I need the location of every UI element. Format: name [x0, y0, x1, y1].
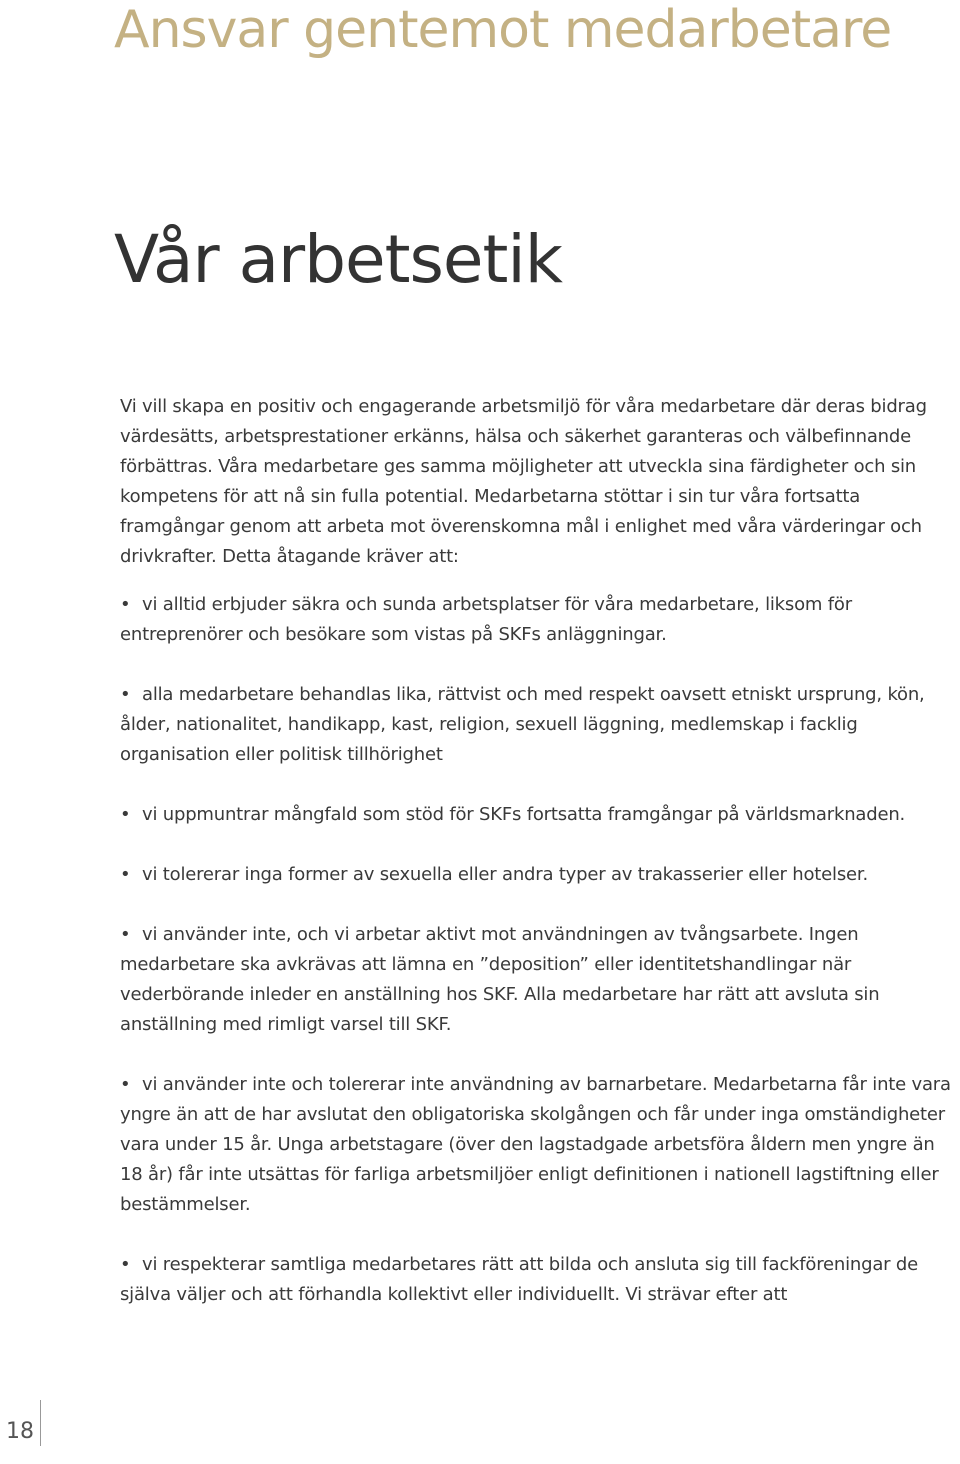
bullet-icon: • — [120, 684, 131, 705]
bullet-icon: • — [120, 1074, 131, 1095]
page-number: 18 — [0, 1400, 41, 1446]
list-item-text: vi använder inte och tolererar inte användning av barnarbetare. Medarbetarna får inte vara yngre än att de har avslutat den obligatoriska skolgången och får under inga omständigheter vara under 15 år. Unga arbetstagare (över den lagstadgade arbetsföra åldern men yngre än 18 år) får inte utsättas för farliga arbetsmiljöer enligt definitionen i nationell lagstiftning eller bestämmelser. — [120, 1074, 951, 1215]
list-item-text: vi alltid erbjuder säkra och sunda arbetsplatser för våra medarbetare, liksom för entreprenörer och besökare som vistas på SKFs anläggningar. — [120, 594, 852, 645]
intro-paragraph: Vi vill skapa en positiv och engagerande arbetsmiljö för våra medarbetare där deras bidrag värdesätts, arbetsprestationer erkänns, hälsa och säkerhet garanteras och välbefinnande förbättras. Våra medarbetare ges samma möjligheter att utveckla sina färdigheter och sin kompetens för att nå sin fulla potential. Medarbetarna stöttar i sin tur våra fortsatta framgångar genom att arbeta mot överenskomna mål i enlighet med våra värderingar och drivkrafter. Detta åtagande kräver att: — [120, 396, 927, 567]
list-item-text: vi använder inte, och vi arbetar aktivt mot användningen av tvångsarbete. Ingen medarbetare ska avkrävas att lämna en ”deposition” eller identitetshandlingar när vederbörande inleder en anställning hos SKF. Alla medarbetare har rätt att avsluta sin anställning med rimligt varsel till SKF. — [120, 924, 880, 1035]
bullet-icon: • — [120, 924, 131, 945]
list-item — [120, 1070, 956, 1220]
list-item — [120, 920, 956, 1040]
page-title: Vår arbetsetik — [114, 221, 562, 298]
list-item-text: vi uppmuntrar mångfald som stöd för SKFs fortsatta framgångar på världsmarknaden. — [142, 804, 906, 825]
body-content — [120, 392, 956, 1310]
list-item — [120, 800, 956, 830]
list-item-text: vi tolererar inga former av sexuella eller andra typer av trakasserier eller hotelser. — [142, 864, 868, 885]
commitment-list — [120, 590, 956, 1310]
list-item — [120, 590, 956, 650]
bullet-icon: • — [120, 864, 131, 885]
list-item — [120, 1250, 956, 1310]
list-item-text: alla medarbetare behandlas lika, rättvist och med respekt oavsett etniskt ursprung, kön, ålder, nationalitet, handikapp, kast, religion, sexuell läggning, medlemskap i facklig organisation eller politisk tillhörighet — [120, 684, 925, 765]
section-title: Ansvar gentemot medarbetare — [114, 0, 892, 60]
list-item — [120, 680, 956, 770]
bullet-icon: • — [120, 1254, 131, 1275]
list-item-text: vi respekterar samtliga medarbetares rätt att bilda och ansluta sig till fackföreningar de själva väljer och att förhandla kollektivt eller individuellt. Vi strävar efter att — [120, 1254, 918, 1305]
list-item — [120, 860, 956, 890]
bullet-icon: • — [120, 804, 131, 825]
bullet-icon: • — [120, 594, 131, 615]
